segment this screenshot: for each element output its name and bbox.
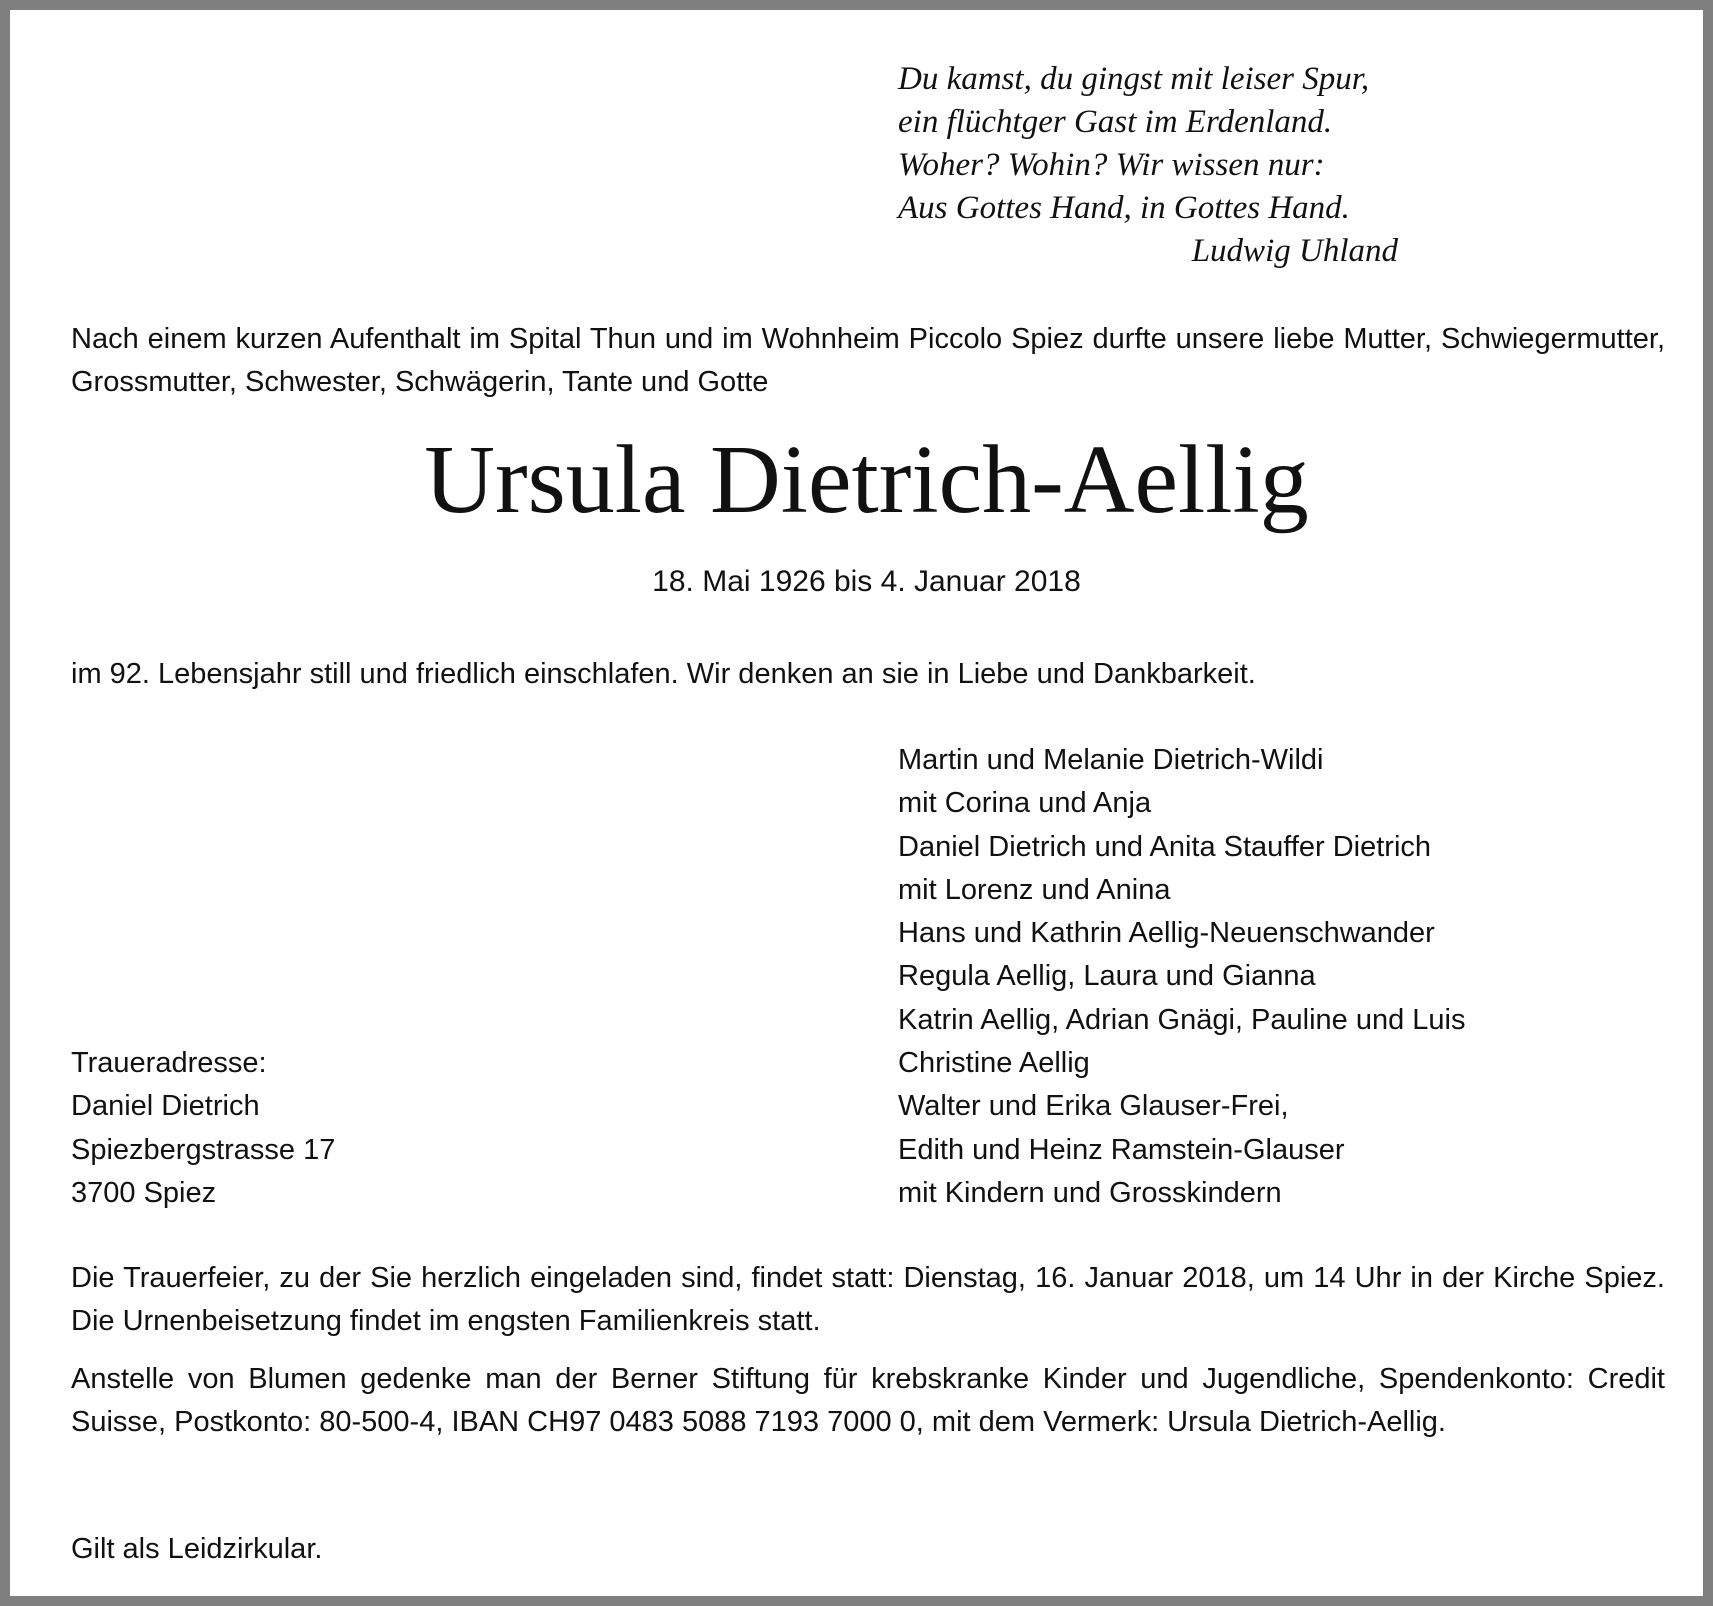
mourner-line: Walter und Erika Glauser-Frei, xyxy=(898,1090,1289,1123)
poem-line: Du kamst, du gingst mit leiser Spur, xyxy=(898,61,1370,97)
poem-author: Ludwig Uhland xyxy=(1191,233,1398,269)
intro-text: Nach einem kurzen Aufenthalt im Spital Thun und im Wohnheim Piccolo Spiez durfte unsere liebe Mutter, Schwiegermutter, Grossmutter, Schwester, Schwägerin, Tante und Gotte xyxy=(71,323,1665,398)
mourning-address xyxy=(71,1042,671,1215)
mourner-line: mit Lorenz und Anina xyxy=(898,873,1171,906)
mourners-list xyxy=(898,739,1678,1215)
address-city: 3700 Spiez xyxy=(71,1176,217,1209)
mourner-line: Daniel Dietrich und Anita Stauffer Dietrich xyxy=(898,830,1432,863)
mourner-line: Hans und Kathrin Aellig-Neuenschwander xyxy=(898,917,1435,950)
deceased-name: Ursula Dietrich-Aellig xyxy=(424,426,1309,534)
poem-line: ein flüchtger Gast im Erdenland. xyxy=(898,104,1333,140)
passing-sentence: im 92. Lebensjahr still und friedlich einschlafen. Wir denken an sie in Liebe und Dankbarkeit. xyxy=(71,658,1256,690)
closing-note: Gilt als Leidzirkular. xyxy=(71,1533,323,1565)
mourner-line: mit Corina und Anja xyxy=(898,787,1152,820)
mourner-line: Christine Aellig xyxy=(898,1047,1090,1080)
mourner-line: Edith und Heinz Ramstein-Glauser xyxy=(898,1133,1345,1166)
poem xyxy=(898,58,1398,273)
mourner-line: Martin und Melanie Dietrich-Wildi xyxy=(898,744,1324,776)
mourner-line: mit Kindern und Grosskindern xyxy=(898,1176,1282,1209)
donation-info: Anstelle von Blumen gedenke man der Berner Stiftung für krebskranke Kinder und Jugendliche, Spendenkonto: Credit Suisse, Postkonto: 80-500-4, IBAN CH97 0483 5088 7193 7000 0, mit dem Vermerk: Ursula Dietrich-Aellig. xyxy=(71,1363,1665,1438)
mourner-line: Regula Aellig, Laura und Gianna xyxy=(898,960,1316,993)
mourner-line: Katrin Aellig, Adrian Gnägi, Pauline und Luis xyxy=(898,1003,1466,1036)
funeral-info: Die Trauerfeier, zu der Sie herzlich eingeladen sind, findet statt: Dienstag, 16. Januar 2018, um 14 Uhr in der Kirche Spiez. Die Urnenbeisetzung findet im engsten Familienkreis statt. xyxy=(71,1262,1665,1337)
life-dates: 18. Mai 1926 bis 4. Januar 2018 xyxy=(652,565,1081,598)
address-label: Traueradresse: xyxy=(71,1047,267,1079)
poem-line: Aus Gottes Hand, in Gottes Hand. xyxy=(898,190,1350,226)
address-name: Daniel Dietrich xyxy=(71,1090,260,1123)
address-street: Spiezbergstrasse 17 xyxy=(71,1133,336,1166)
poem-line: Woher? Wohin? Wir wissen nur: xyxy=(898,147,1325,183)
